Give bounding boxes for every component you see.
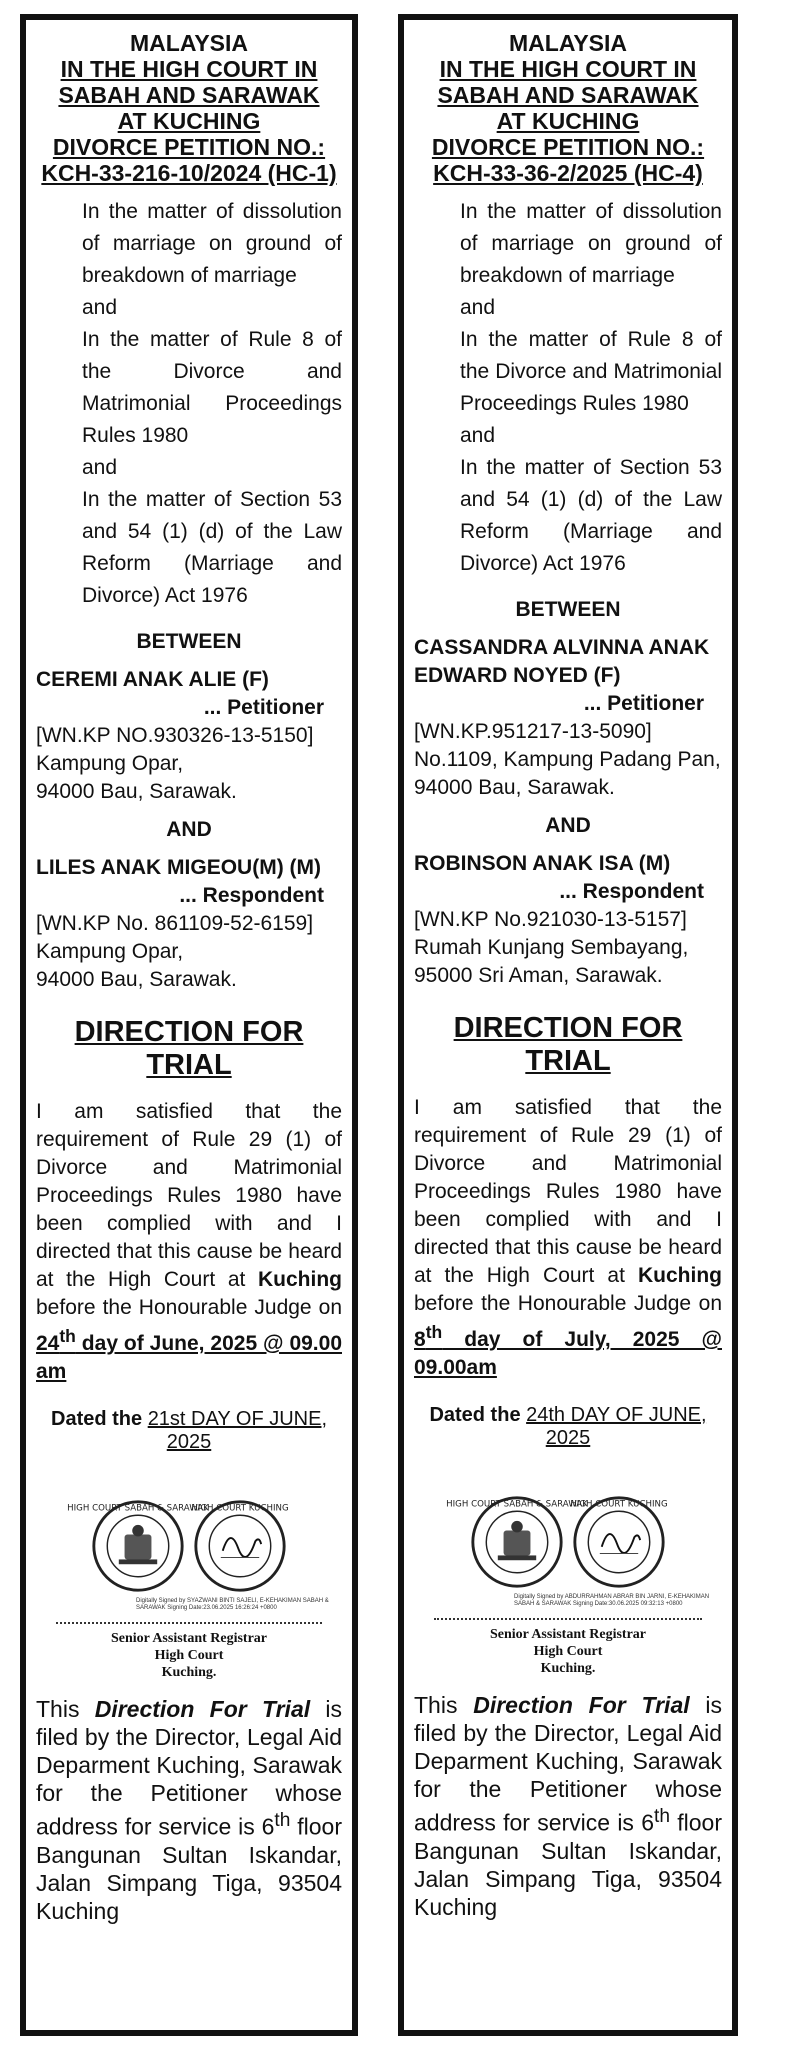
between-heading: BETWEEN	[136, 630, 242, 653]
petition-label: DIVORCE PETITION NO.:	[431, 134, 705, 160]
court-seal-icon	[67, 1498, 209, 1594]
dated-value: 24th DAY OF JUNE, 2025	[526, 1404, 707, 1449]
matter-item: In the matter of dissolution of marriage on ground of breakdown of marriage	[82, 200, 342, 287]
hearing-date	[36, 1326, 342, 1383]
and-heading: AND	[545, 814, 591, 837]
filed-floor-suffix: th	[274, 1810, 291, 1831]
petitioner-name: CASSANDRA ALVINNA ANAK EDWARD NOYED (F)	[414, 636, 710, 687]
court-heading-line1: IN THE HIGH COURT IN	[439, 56, 697, 82]
seal-left-text: HIGH COURT SABAH & SARAWAK	[446, 1499, 588, 1510]
petitioner-address	[414, 718, 722, 802]
direction-body-text: I am satisfied that the requirement of Rule 29 (1) of Divorce and Matrimonial Proceedings Rules 1980 have been complied with and I directed that this cause be heard at the High Court at	[36, 1100, 342, 1291]
direction-body-mid: before the Honourable Judge on	[414, 1292, 722, 1315]
hearing-day-suffix: th	[59, 1326, 76, 1346]
dated-label: Dated the	[429, 1404, 521, 1426]
matter-item: In the matter of Section 53 and 54 (1) (d) of the Law Reform (Marriage and Divorce) Act 1976	[82, 488, 342, 607]
matter-item: In the matter of dissolution of marriage on ground of breakdown of marriage	[460, 200, 722, 287]
dated-value: 21st DAY OF JUNE, 2025	[147, 1408, 327, 1453]
respondent-name: LILES ANAK MIGEOU(M) (M)	[36, 856, 322, 879]
filed-end: floor Bangunan Sultan Iskandar, Jalan Simpang Tiga, 93504 Kuching	[36, 1813, 343, 1924]
dated-line	[36, 1408, 342, 1454]
hearing-day: 24	[36, 1332, 60, 1355]
filed-post: is filed by the Director, Legal Aid Deparment Kuching, Sarawak for the Petitioner whose address for service is 6	[36, 1696, 343, 1840]
filed-post: is filed by the Director, Legal Aid Deparment Kuching, Sarawak for the Petitioner whose address for service is 6	[414, 1692, 723, 1836]
address-line: Rumah Kunjang Sembayang,	[414, 936, 689, 959]
registrar-stamp-icon	[571, 1494, 667, 1590]
seal-right-text: HIGH COURT KUCHING	[191, 1503, 289, 1514]
address-line: 94000 Bau, Sarawak.	[414, 776, 615, 799]
notice-left	[20, 14, 358, 2036]
hearing-place: Kuching	[258, 1268, 342, 1291]
dated-label: Dated the	[51, 1408, 143, 1430]
filed-by-note	[414, 1691, 722, 1921]
matter-block	[82, 196, 342, 612]
petitioner-name: CEREMI ANAK ALIE (F)	[36, 668, 269, 691]
address-line: [WN.KP No.921030-13-5157]	[414, 908, 687, 931]
signature-line	[56, 1622, 322, 1624]
hearing-date	[414, 1322, 722, 1379]
hearing-day-suffix: th	[425, 1322, 443, 1342]
direction-title: DIRECTION FOR TRIAL	[453, 1012, 683, 1077]
country-heading: MALAYSIA	[130, 30, 248, 56]
hearing-date-rest: day of June, 2025 @ 09.00 am	[36, 1332, 342, 1383]
notice-right	[398, 14, 738, 2036]
filed-pre: This	[414, 1692, 474, 1718]
filed-pre: This	[36, 1696, 95, 1722]
registrar-title: Senior Assistant Registrar	[110, 1631, 268, 1646]
respondent-role: ... Respondent	[559, 880, 704, 903]
address-line: 94000 Bau, Sarawak.	[36, 780, 237, 803]
dated-line	[414, 1404, 722, 1450]
registrar-place: Kuching.	[540, 1661, 596, 1676]
direction-body-mid: before the Honourable Judge on	[36, 1296, 342, 1319]
respondent-address	[414, 906, 722, 990]
matter-item: In the matter of Rule 8 of the Divorce and Matrimonial Proceedings Rules 1980	[460, 328, 722, 415]
registrar-court: High Court	[533, 1644, 603, 1659]
hearing-place: Kuching	[638, 1264, 722, 1287]
address-line: [WN.KP.951217-13-5090]	[414, 720, 652, 743]
petition-number: KCH-33-216-10/2024 (HC-1)	[41, 160, 337, 186]
court-seal-icon	[446, 1494, 588, 1590]
respondent-name: ROBINSON ANAK ISA (M)	[414, 852, 671, 875]
filed-doc-title: Direction For Trial	[473, 1692, 690, 1718]
petitioner-address	[36, 722, 342, 806]
registrar-place: Kuching.	[161, 1665, 217, 1680]
filed-floor-suffix: th	[654, 1806, 670, 1827]
court-heading-line3: AT KUCHING	[117, 108, 261, 134]
registrar-court: High Court	[154, 1648, 224, 1663]
country-heading: MALAYSIA	[509, 30, 627, 56]
court-heading-line2: SABAH AND SARAWAK	[58, 82, 320, 108]
court-heading-line1: IN THE HIGH COURT IN	[60, 56, 318, 82]
digital-signature-note: Digitally Signed by SYAZWANI BINTI SAJELI, E-KEHAKIMAN SABAH & SARAWAK Signing Date:23.06.2025 16:26:24 +0800	[136, 1598, 329, 1611]
hearing-date-rest: day of July, 2025 @ 09.00am	[414, 1328, 722, 1379]
direction-body	[414, 1094, 722, 1382]
seal-right-text: HIGH COURT KUCHING	[570, 1499, 668, 1510]
and-heading: AND	[166, 818, 212, 841]
direction-body-text: I am satisfied that the requirement of Rule 29 (1) of Divorce and Matrimonial Proceedings Rules 1980 have been complied with and I directed that this cause be heard at the High Court at	[414, 1096, 722, 1287]
filed-doc-title: Direction For Trial	[94, 1696, 311, 1722]
address-line: 94000 Bau, Sarawak.	[36, 968, 237, 991]
petitioner-role: ... Petitioner	[203, 696, 324, 719]
respondent-role: ... Respondent	[179, 884, 324, 907]
seal-left-text: HIGH COURT SABAH & SARAWAK	[67, 1503, 209, 1514]
hearing-day: 8	[414, 1328, 426, 1351]
direction-title: DIRECTION FOR TRIAL	[74, 1016, 304, 1081]
address-line: [WN.KP NO.930326-13-5150]	[36, 724, 314, 747]
filed-by-note	[36, 1695, 342, 1925]
respondent-address	[36, 910, 342, 994]
petition-number: KCH-33-36-2/2025 (HC-4)	[433, 160, 703, 186]
signature-line	[434, 1618, 702, 1620]
matter-and: and	[460, 424, 496, 447]
filed-end: floor Bangunan Sultan Iskandar, Jalan Simpang Tiga, 93504 Kuching	[414, 1809, 722, 1920]
address-line: 95000 Sri Aman, Sarawak.	[414, 964, 663, 987]
address-line: [WN.KP No. 861109-52-6159]	[36, 912, 314, 935]
court-heading-line2: SABAH AND SARAWAK	[437, 82, 699, 108]
registrar-stamp-icon	[192, 1498, 288, 1594]
petitioner-role: ... Petitioner	[583, 692, 704, 715]
direction-body	[36, 1098, 342, 1386]
matter-item: In the matter of Section 53 and 54 (1) (d) of the Law Reform (Marriage and Divorce) Act 1976	[460, 456, 722, 575]
digital-signature-note: Digitally Signed by ABDURRAHMAN ABRAR BIN JARNI, E-KEHAKIMAN SABAH & SARAWAK Signing Date:30.06.2025 09:32:13 +0800	[514, 1594, 710, 1607]
address-line: No.1109, Kampung Padang Pan,	[414, 748, 721, 771]
matter-item: In the matter of Rule 8 of the Divorce and Matrimonial Proceedings Rules 1980	[82, 328, 342, 447]
matter-block	[460, 196, 722, 580]
between-heading: BETWEEN	[515, 598, 621, 621]
address-line: Kampung Opar,	[36, 940, 184, 963]
matter-and: and	[82, 456, 118, 479]
registrar-title: Senior Assistant Registrar	[489, 1627, 647, 1642]
court-seals	[36, 1498, 342, 1594]
matter-and: and	[460, 296, 496, 319]
address-line: Kampung Opar,	[36, 752, 184, 775]
court-heading-line3: AT KUCHING	[496, 108, 640, 134]
matter-and: and	[82, 296, 118, 319]
court-seals	[414, 1494, 722, 1590]
petition-label: DIVORCE PETITION NO.:	[52, 134, 326, 160]
